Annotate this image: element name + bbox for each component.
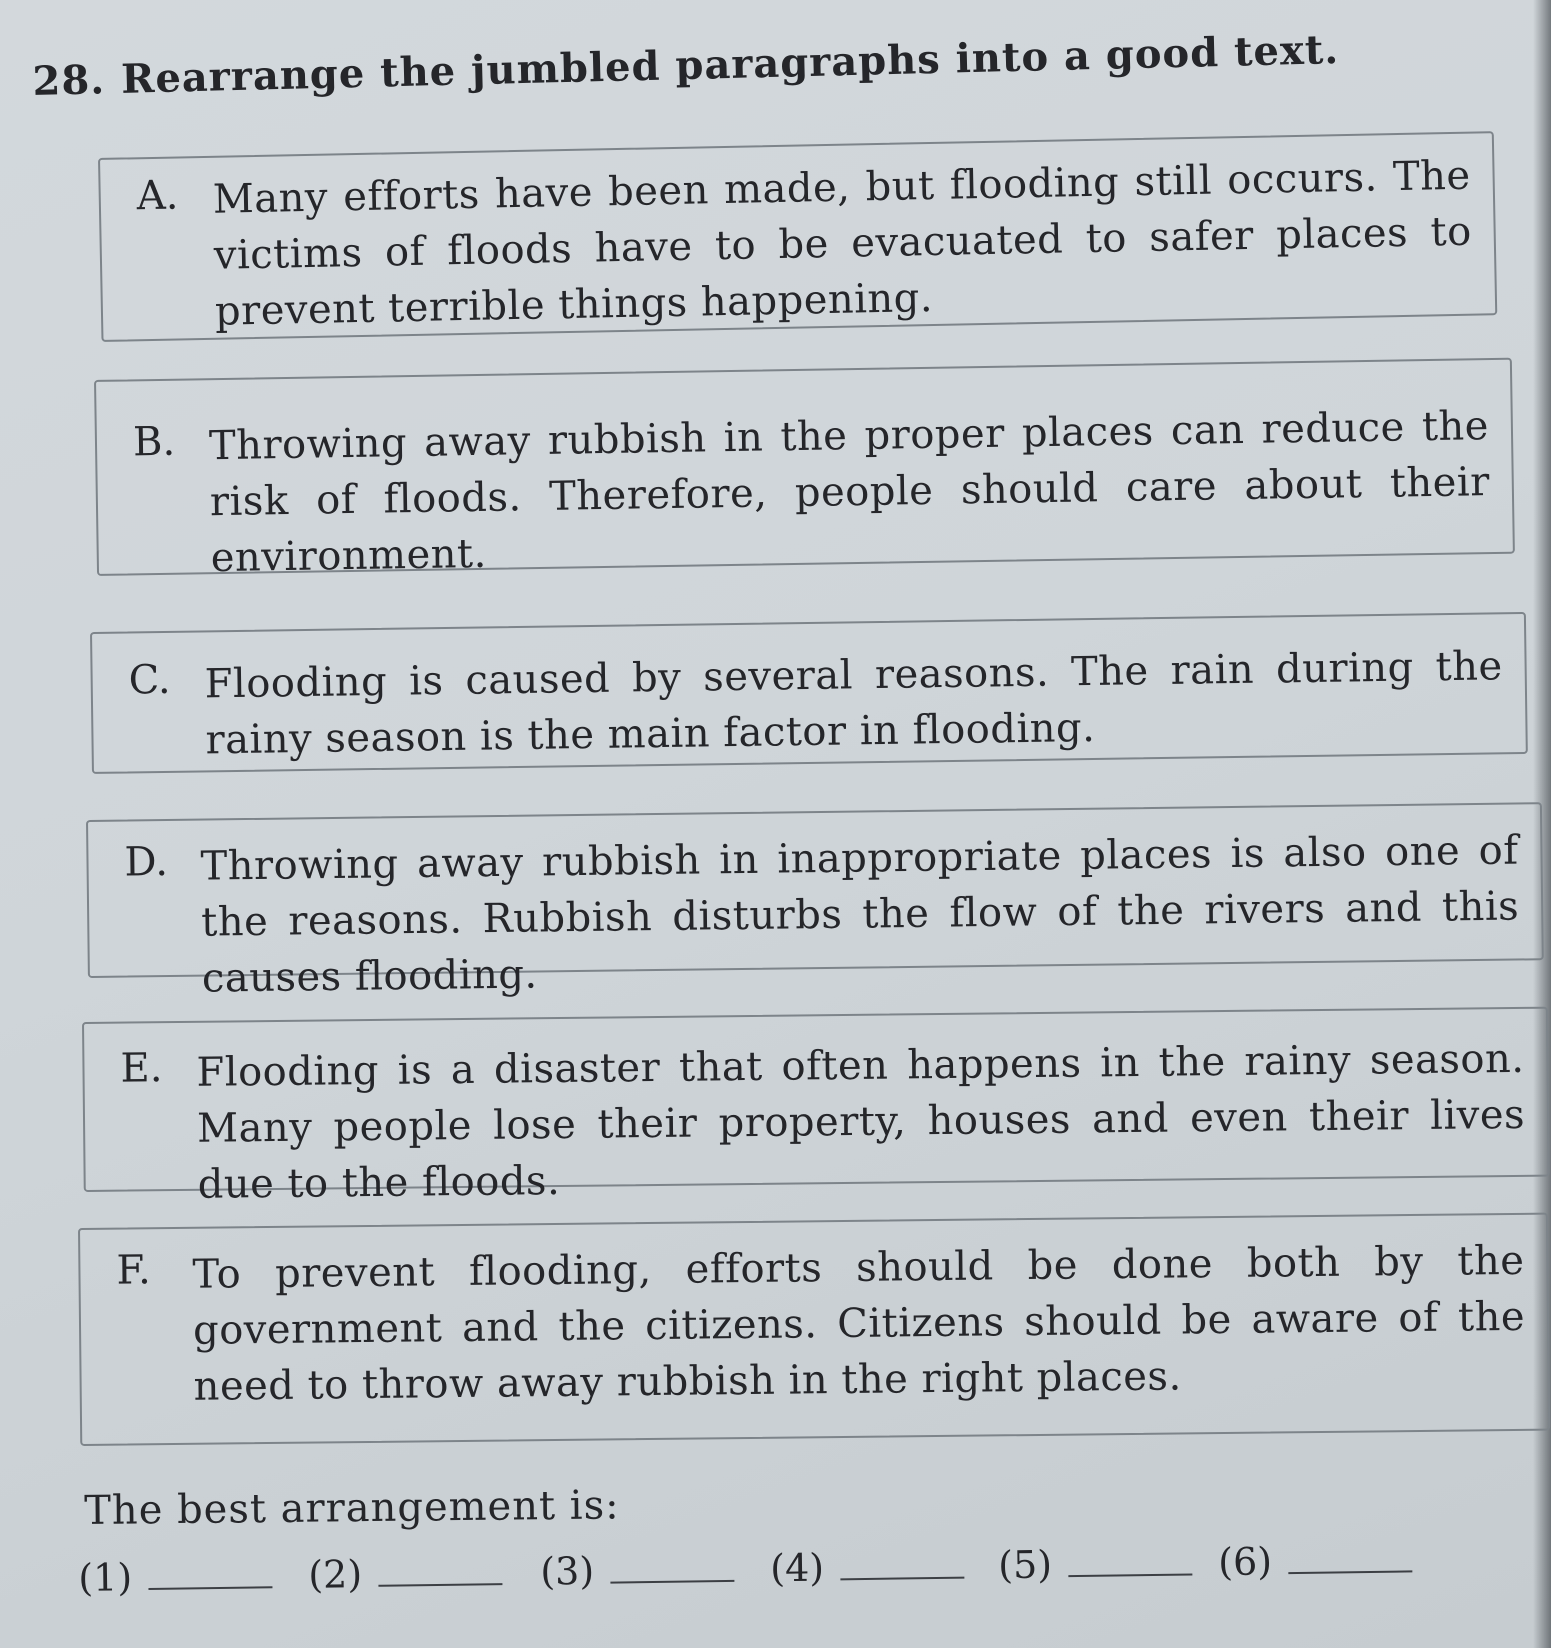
answer-slot [540,1547,734,1594]
paragraph-text: Throwing away rubbish in inappropriate places is also one of the reasons. Rubbish disturbs the flow of the rivers and this causes flooding. [200,827,1520,1002]
answer-blank[interactable] [610,1550,734,1584]
paragraph-box-b [94,358,1515,582]
slot-number: (4) [769,1545,825,1591]
answer-blank[interactable] [1068,1543,1192,1577]
paragraph-text: Many efforts have been made, but flooding still occurs. The victims of floods have to be evacuated to safer places to prevent terrible things happening. [212,152,1473,335]
paragraph-box-a [98,131,1497,342]
paragraph-letter: A. [136,172,179,220]
paragraph-letter: E. [120,1045,163,1092]
paragraph-letter: C. [128,656,171,704]
answer-blank[interactable] [840,1547,964,1581]
slot-number: (2) [307,1552,363,1597]
answer-slot [998,1540,1192,1587]
slot-number: (5) [997,1542,1053,1588]
question-heading [32,26,1340,105]
paragraph-box-d [86,802,1544,1002]
answer-slot [308,1550,502,1597]
answer-blank[interactable] [148,1556,272,1590]
answer-blank[interactable] [1288,1540,1412,1574]
paragraph-text: Flooding is a disaster that often happens in the rainy season. Many people lose their property, houses and even their lives due to the floods. [196,1035,1526,1208]
paragraph-box-c [90,612,1528,774]
paragraph-box-e [82,1007,1550,1208]
answer-blank[interactable] [378,1553,502,1587]
answer-slot [1218,1537,1412,1584]
arrangement-label: The best arrangement is: [84,1482,620,1534]
question-number: 28. [32,56,106,105]
question-title: Rearrange the jumbled paragraphs into a good text. [120,26,1340,103]
paragraph-box-f [78,1213,1550,1446]
answer-slot [78,1553,272,1600]
paragraph-letter: D. [124,839,169,886]
answer-slot [770,1544,964,1591]
slot-number: (6) [1217,1539,1273,1585]
slot-number: (3) [539,1548,595,1594]
paragraph-text: To prevent flooding, efforts should be done both by the government and the citizens. Citizens should be aware of the need to throw away rubbish in the right places. [192,1237,1526,1410]
slot-number: (1) [78,1555,133,1600]
paragraph-text: Flooding is caused by several reasons. The rain during the rainy season is the main factor in flooding. [204,643,1503,764]
paragraph-letter: B. [132,418,176,466]
answer-slots [78,1536,1509,1626]
paragraph-letter: F. [116,1247,151,1294]
paragraph-text: Throwing away rubbish in the proper places can reduce the risk of floods. Therefore, people should care about their environment. [208,403,1491,582]
